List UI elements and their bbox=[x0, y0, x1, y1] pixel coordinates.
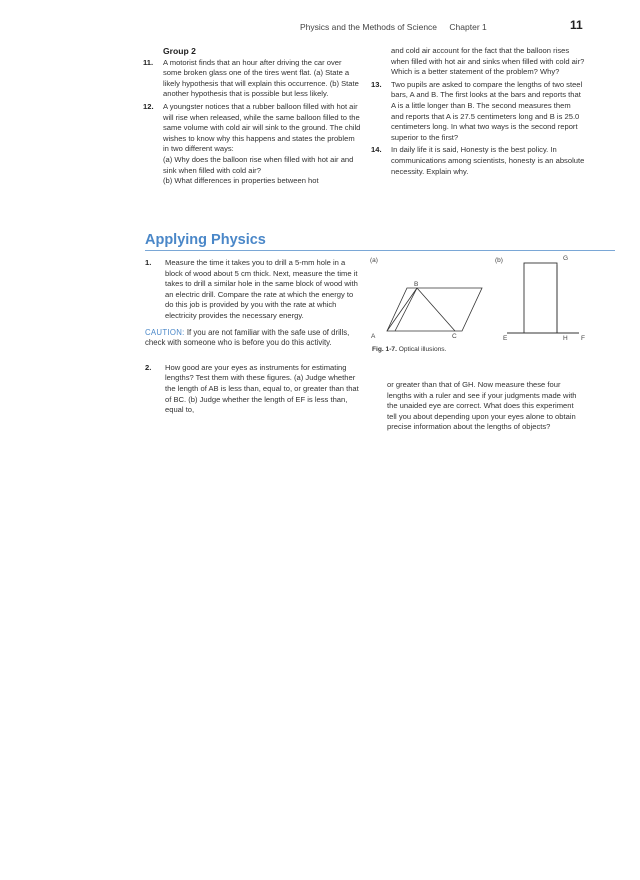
point-label-b: B bbox=[414, 281, 419, 288]
rectangle bbox=[524, 263, 557, 333]
figure-number: Fig. 1-7. bbox=[372, 346, 397, 353]
question-number: 2. bbox=[145, 362, 152, 372]
activity-1 bbox=[145, 258, 361, 322]
question-number: 14. bbox=[371, 145, 382, 155]
point-label-c: C bbox=[452, 333, 457, 340]
question-part-a: (a) Why does the balloon rise when filled with hot air and sink when filled with cold air? bbox=[163, 154, 354, 175]
question-12 bbox=[143, 102, 361, 187]
question-text: and cold air account for the fact that the balloon rises when filled with hot air and sinks when filled with cold air? bbox=[391, 46, 585, 66]
parallelogram bbox=[387, 288, 482, 331]
right-column-bottom bbox=[387, 380, 585, 433]
question-part-b: (b) What differences in properties between hot bbox=[163, 176, 319, 186]
question-text: Two pupils are asked to compare the lengths of two steel bars, A and B. The first looks at the bars and reports that A is a little longer than B. The second measures them and reports that A is 27.5 centimeters long and B is 25.0 centimeters long. In what two ways is the second report superior to the first? bbox=[391, 79, 583, 142]
question-text: A motorist finds that an hour after driving the car over some broken glass one of the tires went flat. (a) State a likely hypothesis that will explain this occurrence. (b) State another hypothesis that is possible but less likely. bbox=[163, 57, 359, 99]
question-14 bbox=[371, 145, 585, 177]
point-label-e: E bbox=[503, 335, 508, 342]
section-title: Applying Physics bbox=[145, 232, 266, 248]
illusion-b bbox=[507, 263, 579, 333]
question-text: How good are your eyes as instruments for estimating lengths? Test them with these figures. (a) Judge whether the length of AB is less than, equal to, or greater than that of BC. (b) Judge whether the length of EF is less than, equal to, bbox=[165, 362, 359, 415]
chapter-label: Chapter 1 bbox=[449, 22, 487, 32]
question-number: 11. bbox=[143, 57, 154, 67]
panel-label-b: (b) bbox=[495, 257, 503, 264]
question-13 bbox=[371, 80, 585, 144]
group-heading: Group 2 bbox=[163, 46, 196, 56]
question-text: Which is a better statement of the problem? Why? bbox=[391, 67, 560, 77]
question-number: 1. bbox=[145, 258, 152, 267]
illusion-a bbox=[387, 288, 482, 331]
figure-drawing bbox=[367, 253, 617, 353]
panel-label-a: (a) bbox=[370, 257, 378, 264]
point-label-g: G bbox=[563, 255, 569, 262]
activity-2-continued: or greater than that of GH. Now measure these four lengths with a ruler and see if your judgments made with the unaided eye are correct. What does this experiment tell you about depending upon your eyes alone to obtain precise information about the lengths of objects? bbox=[387, 380, 577, 432]
question-11 bbox=[143, 58, 361, 100]
book-title: Physics and the Methods of Science bbox=[300, 22, 438, 32]
activity-2 bbox=[145, 363, 361, 416]
caution-note bbox=[145, 328, 361, 349]
question-text: In daily life it is said, Honesty is the best policy. In communications among scientists, honesty is an absolute necessity. Explain why. bbox=[391, 145, 585, 176]
question-number: 12. bbox=[143, 101, 154, 111]
point-label-f: F bbox=[581, 335, 585, 342]
section-divider bbox=[145, 250, 615, 251]
page-number: 11 bbox=[570, 18, 583, 32]
question-number: 13. bbox=[371, 79, 382, 89]
figure-caption-text: Optical illusions. bbox=[398, 346, 447, 353]
right-column-top bbox=[371, 46, 585, 179]
figure-caption bbox=[372, 346, 446, 353]
caution-label: CAUTION: bbox=[145, 327, 185, 337]
segment-bc bbox=[417, 288, 455, 331]
point-label-a: A bbox=[371, 333, 376, 340]
question-12-continued bbox=[371, 46, 585, 78]
inner-line bbox=[395, 288, 417, 331]
caution-text: If you are not familiar with the safe use of drills, check with someone who is before you do this activity. bbox=[145, 327, 350, 348]
left-column-bottom bbox=[145, 258, 361, 418]
left-column-top bbox=[143, 46, 361, 189]
point-label-h: H bbox=[563, 335, 568, 342]
question-text: A youngster notices that a rubber balloon filled with hot air will rise when released, while the same balloon filled to the same volume with cold air will sink to the ground. The child wishes to know why this happens and states the problem in two different ways: bbox=[163, 101, 361, 154]
running-head bbox=[300, 22, 487, 32]
segment-ab bbox=[387, 288, 417, 331]
question-text: Measure the time it takes you to drill a 5-mm hole in a block of wood about 5 cm thick. Next, measure the time it takes to drill a similar hole in the same block of wood with an electric drill. Compare the rate at which the energy to do this job is provided by you with the rate at which electricity provides the necessary energy. bbox=[165, 258, 358, 320]
